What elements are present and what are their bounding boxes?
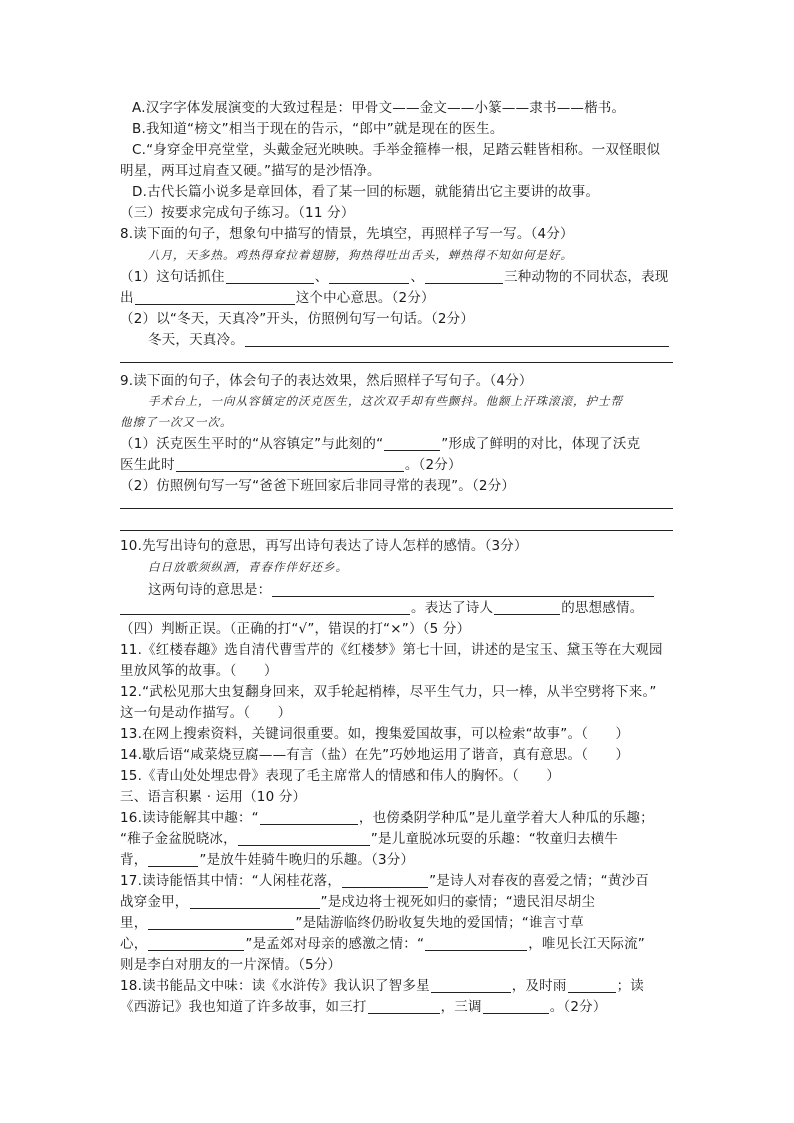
q18-text: 《西游记》我也知道了许多故事，如三打: [120, 999, 367, 1015]
question-16-cont: [120, 850, 414, 870]
example-sentence: 手术台上，一向从容镇定的沃克医生，这次双手却有些颤抖。他额上汗珠滚滚，护士帮: [148, 394, 623, 408]
q16-text: “稚子金盆脱晓冰，: [120, 831, 237, 847]
section-heading: （三）按要求完成句子练习。（11 分）: [120, 205, 355, 221]
blank[interactable]: [329, 269, 409, 284]
blank[interactable]: [272, 582, 654, 597]
q8-1-sep: 、: [314, 269, 329, 285]
question-13: 13.在网上搜索资料，关键词很重要。如，搜集爱国故事，可以检索“故事”。（ ）: [120, 726, 630, 742]
answer-line[interactable]: [120, 508, 673, 509]
q10-text: 。表达了诗人: [411, 600, 494, 616]
q16-text: ”是放牛娃骑牛晚归的乐趣。（3分）: [199, 852, 415, 868]
q10-prompt: 这两句诗的意思是：: [148, 582, 272, 598]
question-11: 11.《红楼春趣》选自清代曹雪芹的《红楼梦》第七十回，讲述的是宝玉、黛玉等在大观园: [120, 642, 663, 658]
q18-text: ；读: [616, 978, 644, 994]
q17-text: 战穿金甲，: [120, 894, 189, 910]
blank[interactable]: [384, 436, 440, 451]
question-11-cont: 里放风筝的故事。（ ）: [120, 663, 278, 679]
blank[interactable]: [483, 999, 549, 1014]
q9-1-text-end: 。（2分）: [404, 457, 462, 473]
question-12-cont: 这一句是动作描写。（ ）: [120, 705, 292, 721]
q10-text-end: 的思想感情。: [561, 600, 644, 616]
question-17-cont: [120, 934, 645, 954]
blank[interactable]: [148, 915, 294, 930]
section-heading: （四）判断正误。（正确的打“√”，错误的打“×”）（5 分）: [120, 621, 471, 637]
question-8-part-1-cont: [120, 288, 435, 308]
blank[interactable]: [425, 269, 503, 284]
question-8: 8.读下面的句子，想象句中描写的情景，先填空，再照样子写一写。（4分）: [120, 226, 574, 242]
question-16: [120, 808, 654, 828]
q9-1-text: 医生此时: [120, 457, 175, 473]
option-a: A.汉字字体发展演变的大致过程是：甲骨文——金文——小篆——隶书——楷书。: [132, 100, 626, 116]
q17-text: ”是诗人对春夜的喜爱之情；“黄沙百: [429, 873, 649, 889]
question-10: 10.先写出诗句的意思，再写出诗句表达了诗人怎样的感情。（3分）: [120, 538, 528, 554]
answer-line[interactable]: [120, 530, 673, 531]
blank[interactable]: [368, 999, 440, 1014]
q17-text: 17.读诗能悟其中情：“人闲桂花落，: [120, 873, 342, 889]
blank[interactable]: [135, 290, 295, 305]
question-17-cont: [120, 913, 584, 933]
question-12: 12.“武松见那大虫复翻身回来，双手轮起梢棒，尽平生气力，只一棒，从半空劈将下来。”: [120, 684, 657, 700]
question-18: [120, 976, 644, 996]
poem-lines: 白日放歌须纵酒，青春作伴好还乡。: [148, 560, 348, 574]
q16-text: ，也傍桑阴学种瓜”是儿童学着大人种瓜的乐趣；: [358, 810, 654, 826]
q8-1-text-end: 三种动物的不同状态，表现: [504, 269, 669, 285]
blank[interactable]: [342, 873, 428, 888]
blank[interactable]: [148, 852, 198, 867]
q8-1-sep: 、: [410, 269, 425, 285]
q18-text: 。（2分）: [549, 999, 607, 1015]
section-heading: 三、语言积累 · 运用（10 分）: [120, 789, 307, 805]
question-15: 15.《青山处处埋忠骨》表现了毛主席常人的情感和伟人的胸怀。（ ）: [120, 768, 561, 784]
q18-text: 18.读书能品文中味：读《水浒传》我认识了智多星: [120, 978, 430, 994]
question-18-cont: [120, 997, 607, 1017]
q10-feeling: [120, 598, 643, 618]
answer-blank[interactable]: [245, 332, 669, 347]
question-14: 14.歇后语“咸菜烧豆腐——有言（盐）在先”巧妙地运用了谐音，真有意思。（ ）: [120, 747, 630, 763]
q17-text: ”是孟郊对母亲的感激之情：“: [245, 936, 425, 952]
q8-1-text: （1）这句话抓住: [120, 269, 225, 285]
blank[interactable]: [260, 810, 358, 825]
blank[interactable]: [226, 269, 314, 284]
q17-text: 心，: [120, 936, 148, 952]
q16-text: ”是儿童脱冰玩耍的乐趣：“牧童归去横牛: [370, 831, 619, 847]
question-8-part-1: [120, 267, 669, 287]
option-d: D.古代长篇小说多是章回体，看了某一回的标题，就能猜出它主要讲的故事。: [132, 184, 600, 200]
blank[interactable]: [494, 600, 560, 615]
option-c-cont: 明星，两耳过肩查又硬。”描写的是沙悟净。: [120, 163, 381, 179]
q9-1-text: （1）沃克医生平时的“从容镇定”与此刻的“: [120, 436, 384, 452]
blank[interactable]: [190, 894, 320, 909]
q18-text: ，及时雨: [511, 978, 567, 994]
q8-1-text: 出: [120, 290, 134, 306]
example-sentence-cont: 他擦了一次又一次。: [120, 415, 233, 429]
q9-1-text-end: ”形成了鲜明的对比，体现了沃克: [441, 436, 641, 452]
blank[interactable]: [568, 978, 616, 993]
question-8-part-2: （2）以“冬天，天真冷”开头，仿照例句写一句话。（2分）: [120, 311, 475, 327]
q8-2-prompt: 冬天，天真冷。: [148, 332, 244, 348]
blank[interactable]: [425, 936, 527, 951]
question-17-cont: 则是李白对朋友的一片深情。（5分）: [120, 957, 342, 973]
answer-line[interactable]: [120, 362, 673, 363]
blank[interactable]: [120, 600, 410, 615]
q17-text: ，唯见长江天际流”: [528, 936, 645, 952]
blank[interactable]: [431, 978, 511, 993]
blank[interactable]: [176, 457, 404, 472]
q17-text: ”是戍边将士视死如归的豪情；“遗民泪尽胡尘: [320, 894, 596, 910]
q17-text: 里，: [120, 915, 148, 931]
q16-text: 16.读诗能解其中趣：“: [120, 810, 259, 826]
q18-text: ，三调: [440, 999, 482, 1015]
option-c: C.“身穿金甲亮堂堂，头戴金冠光映映。手举金箍棒一根，足踏云鞋皆相称。一双怪眼似: [132, 142, 661, 158]
q8-1-text-end: 这个中心意思。（2分）: [295, 290, 435, 306]
q17-text: ”是陆游临终仍盼收复失地的爱国情；“谁言寸草: [295, 915, 584, 931]
q10-meaning: [148, 580, 655, 600]
blank[interactable]: [238, 831, 370, 846]
q16-text: 背，: [120, 852, 148, 868]
question-16-cont: [120, 829, 618, 849]
blank[interactable]: [148, 936, 244, 951]
question-17: [120, 871, 649, 891]
question-9-part-2: （2）仿照例句写一写“爸爸下班回家后非同寻常的表现”。（2分）: [120, 478, 516, 494]
question-9-part-1: [120, 434, 640, 454]
question-9-part-1-cont: [120, 455, 462, 475]
question-9: 9.读下面的句子，体会句子的表达效果，然后照样子写句子。（4分）: [120, 373, 533, 389]
q8-2-start: [148, 330, 670, 350]
question-17-cont: [120, 892, 595, 912]
example-sentence: 八月，天多热。鸡热得耷拉着翅膀，狗热得吐出舌头，蝉热得不知如何是好。: [148, 248, 573, 262]
option-b: B.我知道“榜文”相当于现在的告示，“郎中”就是现在的医生。: [132, 121, 504, 137]
